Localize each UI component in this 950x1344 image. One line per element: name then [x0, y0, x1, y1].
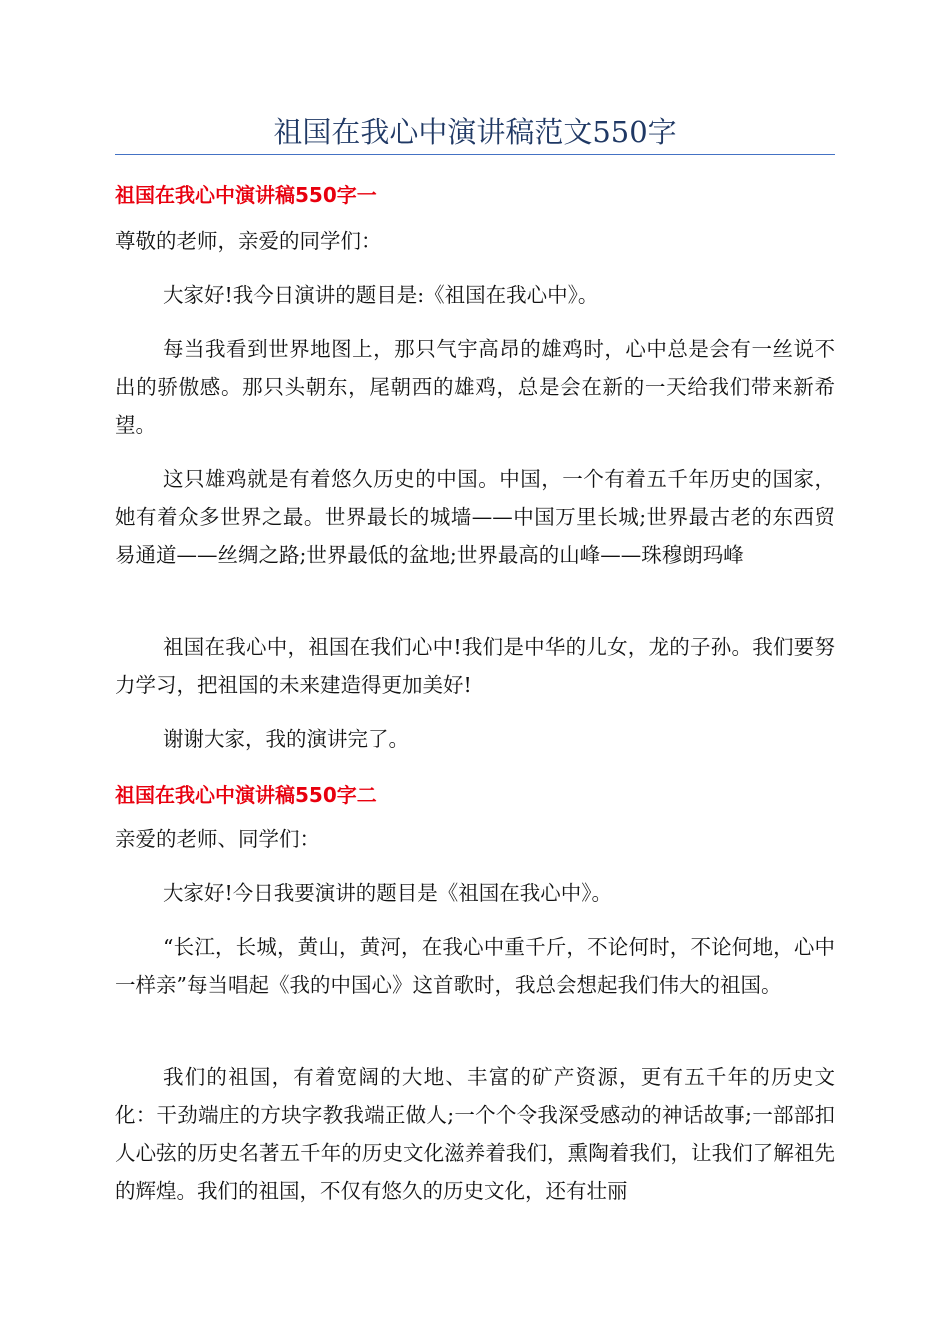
section-1-paragraph-4: 祖国在我心中，祖国在我们心中!我们是中华的儿女，龙的子孙。我们要努力学习，把祖国的未来建造得更加美好! [115, 635, 835, 697]
section-1-paragraph-2: 每当我看到世界地图上，那只气宇高昂的雄鸡时，心中总是会有一丝说不出的骄傲感。那只头朝东，尾朝西的雄鸡，总是会在新的一天给我们带来新希望。 [115, 337, 835, 437]
title-underline [115, 154, 835, 155]
section-2-salutation: 亲爱的老师、同学们： [115, 827, 320, 851]
section-1-paragraph-5: 谢谢大家，我的演讲完了。 [163, 727, 409, 751]
section-2-paragraph-3: 我们的祖国，有着宽阔的大地、丰富的矿产资源，更有五千年的历史文化：干劲端庄的方块字教我端正做人;一个个令我深受感动的神话故事;一部部扣人心弦的历史名著五千年的历史文化滋养着我们，熏陶着我们，让我们了解祖先的辉煌。我们的祖国，不仅有悠久的历史文化，还有壮丽 [115, 1065, 835, 1203]
section-1-heading: 祖国在我心中演讲稿550字一 [115, 183, 377, 207]
section-1-paragraph-3: 这只雄鸡就是有着悠久历史的中国。中国，一个有着五千年历史的国家，她有着众多世界之最。世界最长的城墙——中国万里长城;世界最古老的东西贸易通道——丝绸之路;世界最低的盆地;世界最高的山峰——珠穆朗玛峰 [115, 467, 835, 567]
document-title: 祖国在我心中演讲稿范文550字 [273, 115, 677, 149]
section-1-salutation: 尊敬的老师，亲爱的同学们： [115, 229, 382, 253]
section-1-paragraph-1: 大家好!我今日演讲的题目是:《祖国在我心中》。 [163, 283, 599, 307]
section-2-paragraph-1: 大家好!今日我要演讲的题目是《祖国在我心中》。 [163, 881, 612, 905]
section-2-paragraph-2: “长江，长城，黄山，黄河，在我心中重千斤，不论何时，不论何地，心中一样亲”每当唱起《我的中国心》这首歌时，我总会想起我们伟大的祖国。 [115, 935, 835, 997]
section-2-heading: 祖国在我心中演讲稿550字二 [115, 783, 377, 807]
